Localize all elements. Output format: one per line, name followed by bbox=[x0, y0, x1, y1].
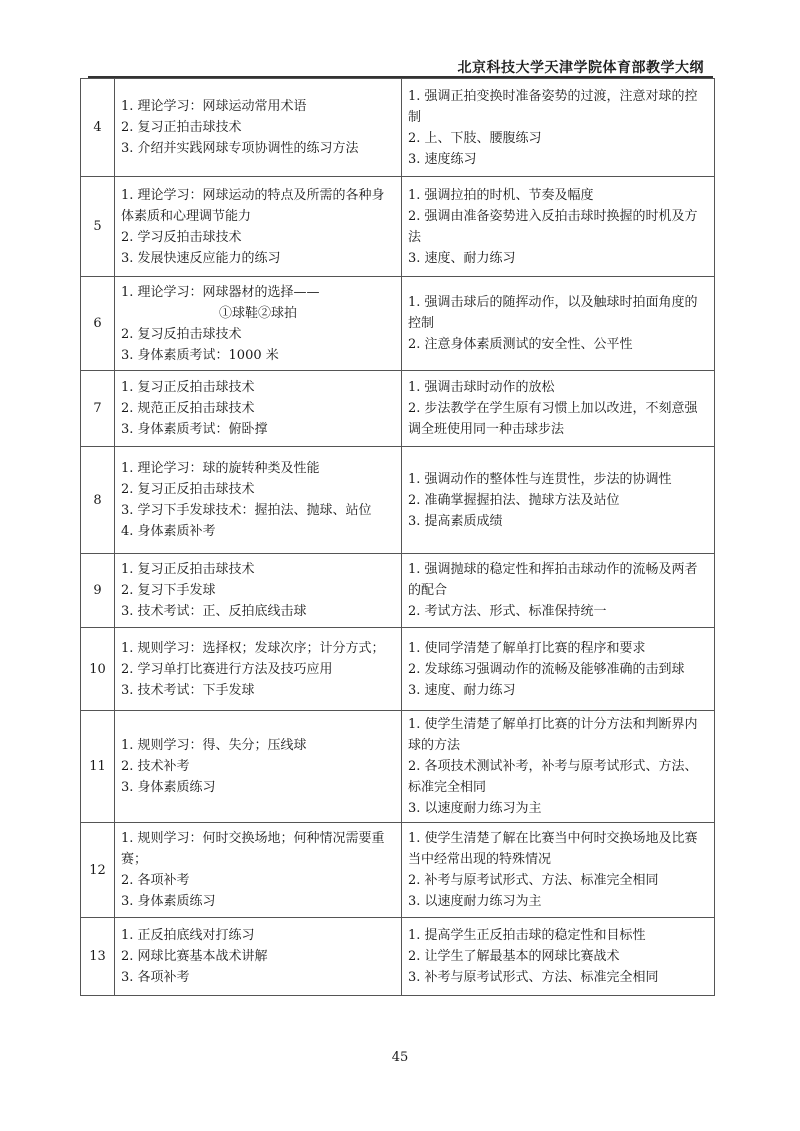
requirement-item: 2. 准确掌握握拍法、抛球方法及站位 bbox=[408, 492, 620, 508]
requirements-cell bbox=[402, 823, 715, 918]
content-item: 2. 规范正反拍击球技术 bbox=[121, 401, 255, 416]
content-item: 1. 理论学习：球的旋转种类及性能 bbox=[121, 461, 320, 476]
requirement-item: 3. 速度练习 bbox=[408, 151, 477, 167]
table-row bbox=[81, 277, 715, 371]
content-item: 1. 正反拍底线对打练习 bbox=[121, 928, 255, 943]
requirements-cell bbox=[402, 447, 715, 554]
page-number: 45 bbox=[391, 1050, 409, 1065]
syllabus-table bbox=[80, 78, 715, 996]
table-row bbox=[81, 447, 715, 554]
teaching-content-cell bbox=[115, 79, 402, 177]
week-number-cell: 6 bbox=[81, 277, 115, 371]
table-row bbox=[81, 628, 715, 711]
requirement-item: 2. 各项技术测试补考，补考与原考试形式、方法、标准完全相同 bbox=[408, 759, 698, 795]
requirement-item: 2. 上、下肢、腰腹练习 bbox=[408, 130, 542, 146]
requirement-item: 2. 强调由准备姿势进入反拍击球时换握的时机及方法 bbox=[408, 208, 698, 245]
requirements-cell bbox=[402, 918, 715, 996]
teaching-content-cell bbox=[115, 554, 402, 628]
content-item: 3. 学习下手发球技术：握拍法、抛球、站位 bbox=[121, 503, 372, 518]
content-item: 2. 各项补考 bbox=[121, 873, 190, 888]
requirement-item: 3. 以速度耐力练习为主 bbox=[408, 801, 542, 816]
requirement-item: 1. 强调正拍变换时准备姿势的过渡，注意对球的控制 bbox=[408, 88, 698, 125]
content-item: 1. 规则学习：得、失分；压线球 bbox=[121, 738, 307, 753]
content-item: 1. 规则学习：选择权；发球次序；计分方式； bbox=[121, 640, 385, 656]
teaching-content-cell bbox=[115, 177, 402, 277]
week-number-cell: 10 bbox=[81, 628, 115, 711]
table-row bbox=[81, 711, 715, 823]
week-number-cell: 13 bbox=[81, 918, 115, 996]
requirement-item: 1. 强调击球后的随挥动作，以及触球时拍面角度的控制 bbox=[408, 295, 698, 331]
requirement-item: 1. 提高学生正反拍击球的稳定性和目标性 bbox=[408, 928, 646, 943]
content-item: 1. 理论学习：网球运动的特点及所需的各种身体素质和心理调节能力 bbox=[121, 187, 385, 224]
content-item: 2. 网球比赛基本战术讲解 bbox=[121, 949, 268, 964]
teaching-content-cell bbox=[115, 447, 402, 554]
requirement-item: 2. 考试方法、形式、标准保持统一 bbox=[408, 604, 607, 619]
content-item: 3. 身体素质练习 bbox=[121, 894, 216, 909]
requirement-item: 2. 注意身体素质测试的安全性、公平性 bbox=[408, 337, 633, 352]
content-item: 3. 各项补考 bbox=[121, 970, 190, 985]
content-item: 3. 介绍并实践网球专项协调性的练习方法 bbox=[121, 141, 359, 156]
content-item: 3. 身体素质考试：俯卧撑 bbox=[121, 422, 268, 437]
content-item: 3. 身体素质练习 bbox=[121, 780, 216, 795]
content-item: 2. 技术补考 bbox=[121, 759, 190, 774]
content-item: 2. 复习正反拍击球技术 bbox=[121, 482, 255, 497]
requirement-item: 3. 补考与原考试形式、方法、标准完全相同 bbox=[408, 970, 659, 985]
week-number-cell: 12 bbox=[81, 823, 115, 918]
content-item: 3. 身体素质考试：1000 米 bbox=[121, 347, 279, 363]
syllabus-table-body bbox=[81, 79, 715, 996]
requirement-item: 1. 使学生清楚了解单打比赛的计分方法和判断界内球的方法 bbox=[408, 717, 698, 753]
requirement-item: 3. 速度、耐力练习 bbox=[408, 682, 516, 698]
requirement-item: 2. 步法教学在学生原有习惯上加以改进，不刻意强调全班使用同一种击球步法 bbox=[408, 401, 698, 437]
week-number-cell: 4 bbox=[81, 79, 115, 177]
content-item: 1. 理论学习：网球器材的选择—— bbox=[121, 284, 320, 300]
week-number-cell: 9 bbox=[81, 554, 115, 628]
content-item: 2. 复习下手发球 bbox=[121, 583, 216, 598]
content-item: 1. 复习正反拍击球技术 bbox=[121, 562, 255, 577]
table-row bbox=[81, 554, 715, 628]
content-item: 1. 理论学习：网球运动常用术语 bbox=[121, 99, 307, 114]
teaching-content-cell bbox=[115, 371, 402, 447]
requirements-cell bbox=[402, 177, 715, 277]
teaching-content-cell bbox=[115, 277, 402, 371]
teaching-content-cell bbox=[115, 711, 402, 823]
week-number-cell: 11 bbox=[81, 711, 115, 823]
week-number-cell: 5 bbox=[81, 177, 115, 277]
requirement-item: 2. 补考与原考试形式、方法、标准完全相同 bbox=[408, 873, 659, 888]
requirements-cell bbox=[402, 554, 715, 628]
requirement-item: 1. 强调拉拍的时机、节奏及幅度 bbox=[408, 187, 594, 203]
table-row bbox=[81, 177, 715, 277]
requirements-cell bbox=[402, 277, 715, 371]
content-item: 3. 发展快速反应能力的练习 bbox=[121, 250, 281, 266]
content-item: 1. 规则学习：何时交换场地；何种情况需要重赛； bbox=[121, 831, 385, 867]
requirement-item: 3. 提高素质成绩 bbox=[408, 513, 503, 529]
content-item: 3. 技术考试：下手发球 bbox=[121, 682, 255, 698]
requirements-cell bbox=[402, 711, 715, 823]
content-item: 2. 复习正拍击球技术 bbox=[121, 120, 242, 135]
table-row bbox=[81, 371, 715, 447]
requirement-item: 2. 发球练习强调动作的流畅及能够准确的击到球 bbox=[408, 661, 685, 677]
requirement-item: 1. 强调抛球的稳定性和挥拍击球动作的流畅及两者的配合 bbox=[408, 562, 698, 598]
requirement-item: 1. 强调动作的整体性与连贯性，步法的协调性 bbox=[408, 471, 672, 487]
requirement-item: 1. 强调击球时动作的放松 bbox=[408, 380, 555, 395]
content-item: 2. 学习反拍击球技术 bbox=[121, 229, 242, 245]
content-item: 2. 学习单打比赛进行方法及技巧应用 bbox=[121, 661, 333, 677]
table-row bbox=[81, 823, 715, 918]
content-item: 2. 复习反拍击球技术 bbox=[121, 326, 242, 342]
requirement-item: 2. 让学生了解最基本的网球比赛战术 bbox=[408, 949, 620, 964]
requirements-cell bbox=[402, 371, 715, 447]
content-item: 1. 复习正反拍击球技术 bbox=[121, 380, 255, 395]
requirement-item: 3. 速度、耐力练习 bbox=[408, 250, 516, 266]
requirements-cell bbox=[402, 79, 715, 177]
content-item: 4. 身体素质补考 bbox=[121, 524, 216, 539]
teaching-content-cell bbox=[115, 918, 402, 996]
teaching-content-cell bbox=[115, 823, 402, 918]
requirement-item: 1. 使同学清楚了解单打比赛的程序和要求 bbox=[408, 640, 646, 656]
table-row bbox=[81, 918, 715, 996]
requirements-cell bbox=[402, 628, 715, 711]
week-number-cell: 7 bbox=[81, 371, 115, 447]
requirement-item: 3. 以速度耐力练习为主 bbox=[408, 894, 542, 909]
teaching-content-cell bbox=[115, 628, 402, 711]
requirement-item: 1. 使学生清楚了解在比赛当中何时交换场地及比赛当中经常出现的特殊情况 bbox=[408, 831, 698, 867]
week-number-cell: 8 bbox=[81, 447, 115, 554]
table-row bbox=[81, 79, 715, 177]
content-item: 3. 技术考试：正、反拍底线击球 bbox=[121, 604, 307, 619]
content-item: ①球鞋②球拍 bbox=[218, 305, 297, 321]
document-header-title: 北京科技大学天津学院体育部教学大纲 bbox=[457, 60, 704, 76]
